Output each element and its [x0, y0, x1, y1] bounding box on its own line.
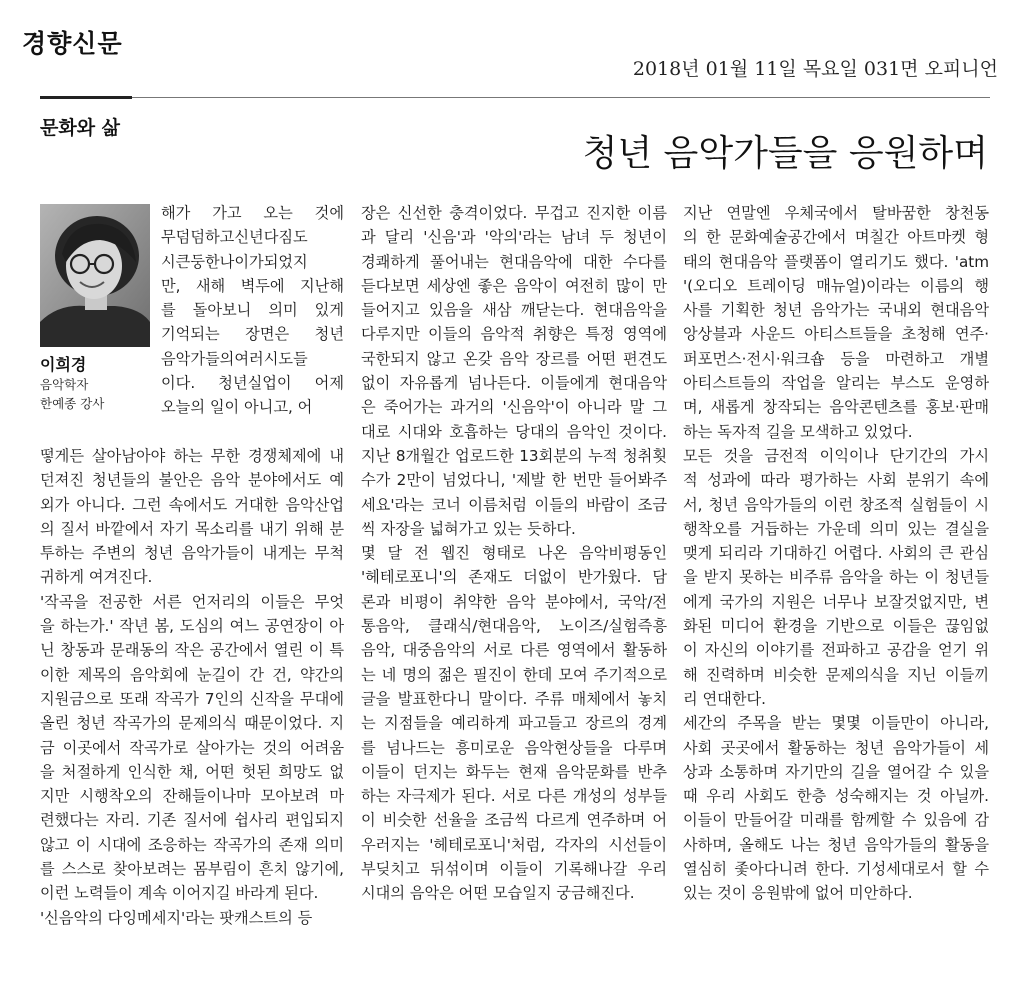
text-line: 수가 2만이 넘었다니, '제발 한 번만 들어봐주	[361, 471, 667, 490]
text-line: 사하며, 올해도 나는 청년 음악가들의 활동을	[683, 835, 989, 854]
text-line: 서, 청년 음악가들의 이런 창조적 실험들이 시	[683, 495, 989, 514]
text-line: '신음악의 다잉메세지'라는 팟캐스트의 등	[40, 908, 313, 927]
text-line: 을 처절하게 인식한 채, 어떤 헛된 희망도 없	[40, 762, 344, 781]
text-line: 며, 새롭게 창작되는 음악콘텐츠를 홍보·판매	[683, 398, 989, 417]
text-line: 해가 가고 오는 것에	[161, 204, 344, 222]
text-line: 만, 새해 벽두에 지난해	[161, 276, 344, 295]
text-line: 있는 것이 응원밖에 없어 미안하다.	[683, 884, 913, 903]
text-line: 이들이 만들어갈 미래를 함께할 수 있음에 감	[683, 811, 989, 830]
text-line: 이들이 던지는 화두는 현재 음악문화를 반추	[361, 762, 667, 781]
text-line: 듣다보면 세상엔 좋은 음악이 여전히 많이 만	[361, 276, 667, 295]
text-line: 지난 연말엔 우체국에서 탈바꿈한 창천동	[683, 204, 989, 222]
text-line: 글을 발표한다니 말이다. 주류 매체에서 놓치	[361, 689, 667, 708]
text-line: 퍼포먼스·전시·워크숍 등을 마련하고 개별	[683, 349, 989, 368]
article-column-1-top	[161, 201, 344, 420]
newspaper-masthead: 경향신문	[22, 29, 123, 58]
text-line: 을 하는가.' 작년 봄, 도심의 여느 공연장이 아	[40, 617, 344, 636]
text-line: 사회 곳곳에서 활동하는 청년 음악가들이 세	[683, 738, 989, 757]
text-line: '작곡을 전공한 서른 언저리의 이들은 무엇	[40, 592, 344, 611]
text-line: 련했다는 자리. 기존 질서에 쉽사리 편입되지	[40, 811, 344, 830]
text-line: 씩 자장을 넓혀가고 있는 듯하다.	[361, 519, 576, 538]
text-line: 닌 창동과 문래동의 작은 공간에서 열린 이 특	[40, 641, 344, 660]
text-line: 지만 시행착오의 잔해들이나마 모아보려 마	[40, 787, 344, 806]
text-line: 를 넘나드는 흥미로운 음악현상들을 다루며	[361, 738, 667, 757]
text-line: 화된 미디어 환경을 기반으로 이들은 끊임없	[683, 617, 989, 636]
text-line: 음악, 대중음악의 서로 다른 영역에서 활동하	[361, 641, 667, 660]
text-line: 사를 기획한 청년 음악가는 국내외 현대음악	[683, 301, 989, 320]
text-line: 대로 시대와 호흡하는 당대의 음악인 것이다.	[361, 422, 667, 441]
text-line: 떻게든 살아남아야 하는 무한 경쟁체제에 내	[40, 447, 344, 465]
author-name: 이희경	[40, 355, 87, 374]
text-line: 던져진 청년들의 불안은 음악 분야에서도 예	[40, 471, 344, 490]
text-line: 을 받지 못하는 비주류 음악을 하는 이 청년들	[683, 568, 989, 587]
article-headline: 청년 음악가들을 응원하며	[582, 133, 988, 174]
publication-dateline: 2018년 01월 11일 목요일 031면 오피니언	[632, 58, 998, 80]
text-line: 는 지점들을 예리하게 파고들고 장르의 경계	[361, 714, 667, 733]
text-line: 몇 달 전 웹진 형태로 나온 음악비평동인	[361, 544, 667, 563]
text-line: '헤테로포니'의 존재도 더없이 반가웠다. 담	[361, 568, 667, 587]
header-rule	[40, 97, 990, 98]
text-line: 시큰둥한나이가되었지	[161, 252, 308, 271]
article-column-2	[361, 201, 667, 906]
text-line: 때 우리 사회도 한층 성숙해지는 것 아닐까.	[683, 787, 989, 806]
text-line: 귀하게 여겨진다.	[40, 568, 153, 587]
text-line: 론과 비평이 취약한 음악 분야에서, 국악/전	[361, 592, 667, 611]
text-line: 의 질서 바깥에서 자기 목소리를 내기 위해 분	[40, 519, 344, 538]
text-line: 에게 국가의 지원은 너무나 보잘것없지만, 변	[683, 592, 989, 611]
article-column-1-bottom	[40, 444, 344, 930]
text-line: 장은 신선한 충격이었다. 무겁고 진지한 이름	[361, 204, 667, 222]
text-line: 금 이곳에서 작곡가로 살아가는 것의 어려움	[40, 738, 344, 757]
text-line: 오늘의 일이 아니고, 어	[161, 398, 313, 417]
text-line: 시대의 음악은 어떤 모습일지 궁금해진다.	[361, 884, 635, 903]
text-line: 외가 아니다. 그런 속에서도 거대한 음악산업	[40, 495, 344, 514]
text-line: 해 진력하며 비슷한 문제의식을 지닌 이들끼	[683, 665, 989, 684]
text-line: 없이 자유롭게 넘나든다. 이들에게 현대음악	[361, 374, 667, 393]
section-rule-accent	[40, 96, 132, 99]
text-line: 를 돌아보니 의미 있게	[161, 301, 344, 320]
text-line: 적 성과에 따라 평가하는 사회 분위기 속에	[683, 471, 989, 490]
text-line: 올린 청년 작곡가의 문제의식 때문이었다. 지	[40, 714, 344, 733]
text-line: 국한되지 않고 온갖 음악 장르를 어떤 편견도	[361, 349, 667, 368]
text-line: 맺게 되리라 기대하긴 어렵다. 사회의 큰 관심	[683, 544, 989, 563]
text-line: 과 달리 '신음'과 '악의'라는 남녀 두 청년이	[361, 228, 667, 247]
text-line: 이다. 청년실업이 어제	[161, 374, 344, 393]
text-line: 상과 소통하며 자기만의 길을 열어갈 수 있을	[683, 762, 989, 781]
text-line: 지원금으로 또래 작곡가 7인의 신작을 무대에	[40, 689, 344, 708]
text-line: 이한 제목의 음악회에 눈길이 간 건, 약간의	[40, 665, 344, 684]
text-line: 열심히 좇아다니려 한다. 기성세대로서 할 수	[683, 860, 989, 879]
text-line: 하는 자극제가 된다. 서로 다른 개성의 성부들	[361, 787, 667, 806]
text-line: 아티스트들의 작업을 알리는 부스도 운영하	[683, 374, 989, 393]
text-line: 무덤덤하고신년다짐도	[161, 228, 308, 247]
text-line: 를 스스로 찾아보려는 몸부림이 흔치 않기에,	[40, 860, 344, 879]
text-line: 통음악, 클래식/현대음악, 노이즈/실험즉흥	[361, 617, 667, 636]
article-column-3	[683, 201, 989, 906]
text-line: 경쾌하게 풀어내는 현대음악에 대한 수다를	[361, 252, 667, 271]
text-line: 이런 노력들이 계속 이어지길 바라게 된다.	[40, 884, 319, 903]
text-line: 세간의 주목을 받는 몇몇 이들만이 아니라,	[683, 714, 989, 733]
text-line: 다루지만 이들의 음악적 취향은 특정 영역에	[361, 325, 667, 344]
text-line: 모든 것을 금전적 이익이나 단기간의 가시	[683, 446, 989, 465]
text-line: 는 네 명의 젊은 필진이 한데 모여 주기적으로	[361, 665, 667, 684]
text-line: 투하는 주변의 청년 음악가들이 내게는 무척	[40, 544, 344, 563]
text-line: 하는 독자적 길을 모색하고 있었다.	[683, 422, 913, 441]
text-line: 않고 이 시대에 조응하는 작곡가의 존재 의미	[40, 835, 344, 854]
text-line: 이 자신의 이야기를 전파하고 공감을 얻기 위	[683, 641, 989, 660]
text-line: 리 연대한다.	[683, 689, 767, 708]
text-line: 태의 현대음악 플랫폼이 열리기도 했다. 'atm	[683, 252, 989, 271]
text-line: 우러지는 '헤테로포니'처럼, 각자의 시선들이	[361, 835, 667, 854]
text-line: 세요'라는 코너 이름처럼 이들의 바람이 조금	[361, 495, 667, 514]
text-line: 앙상블과 사운드 아티스트들을 초청해 연주·	[683, 325, 989, 344]
text-line: 들어지고 있음을 새삼 깨닫는다. 현대음악을	[361, 301, 667, 320]
text-line: 부딪치고 뒤섞이며 이들이 기록해나갈 우리	[361, 860, 667, 879]
text-line: 음악가들의여러시도들	[161, 349, 308, 368]
author-title: 음악학자	[40, 377, 89, 392]
text-line: 은 죽어가는 과거의 '신음악'이 아니라 말 그	[361, 398, 667, 417]
author-affiliation: 한예종 강사	[40, 396, 105, 411]
section-title: 문화와 삶	[40, 117, 121, 139]
text-line: 행착오를 거듭하는 가운데 의미 있는 결실을	[683, 519, 989, 538]
text-line: 기억되는 장면은 청년	[161, 325, 344, 344]
text-line: '(오디오 트레이딩 매뉴얼)이라는 이름의 행	[683, 276, 989, 295]
text-line: 이 비슷한 선율을 조금씩 다르게 연주하며 어	[361, 811, 667, 830]
text-line: 지난 8개월간 업로드한 13회분의 누적 청취횟	[361, 446, 667, 465]
text-line: 의 한 문화예술공간에서 며칠간 아트마켓 형	[683, 228, 989, 247]
author-photo	[40, 204, 150, 347]
author-portrait-image	[40, 204, 150, 347]
